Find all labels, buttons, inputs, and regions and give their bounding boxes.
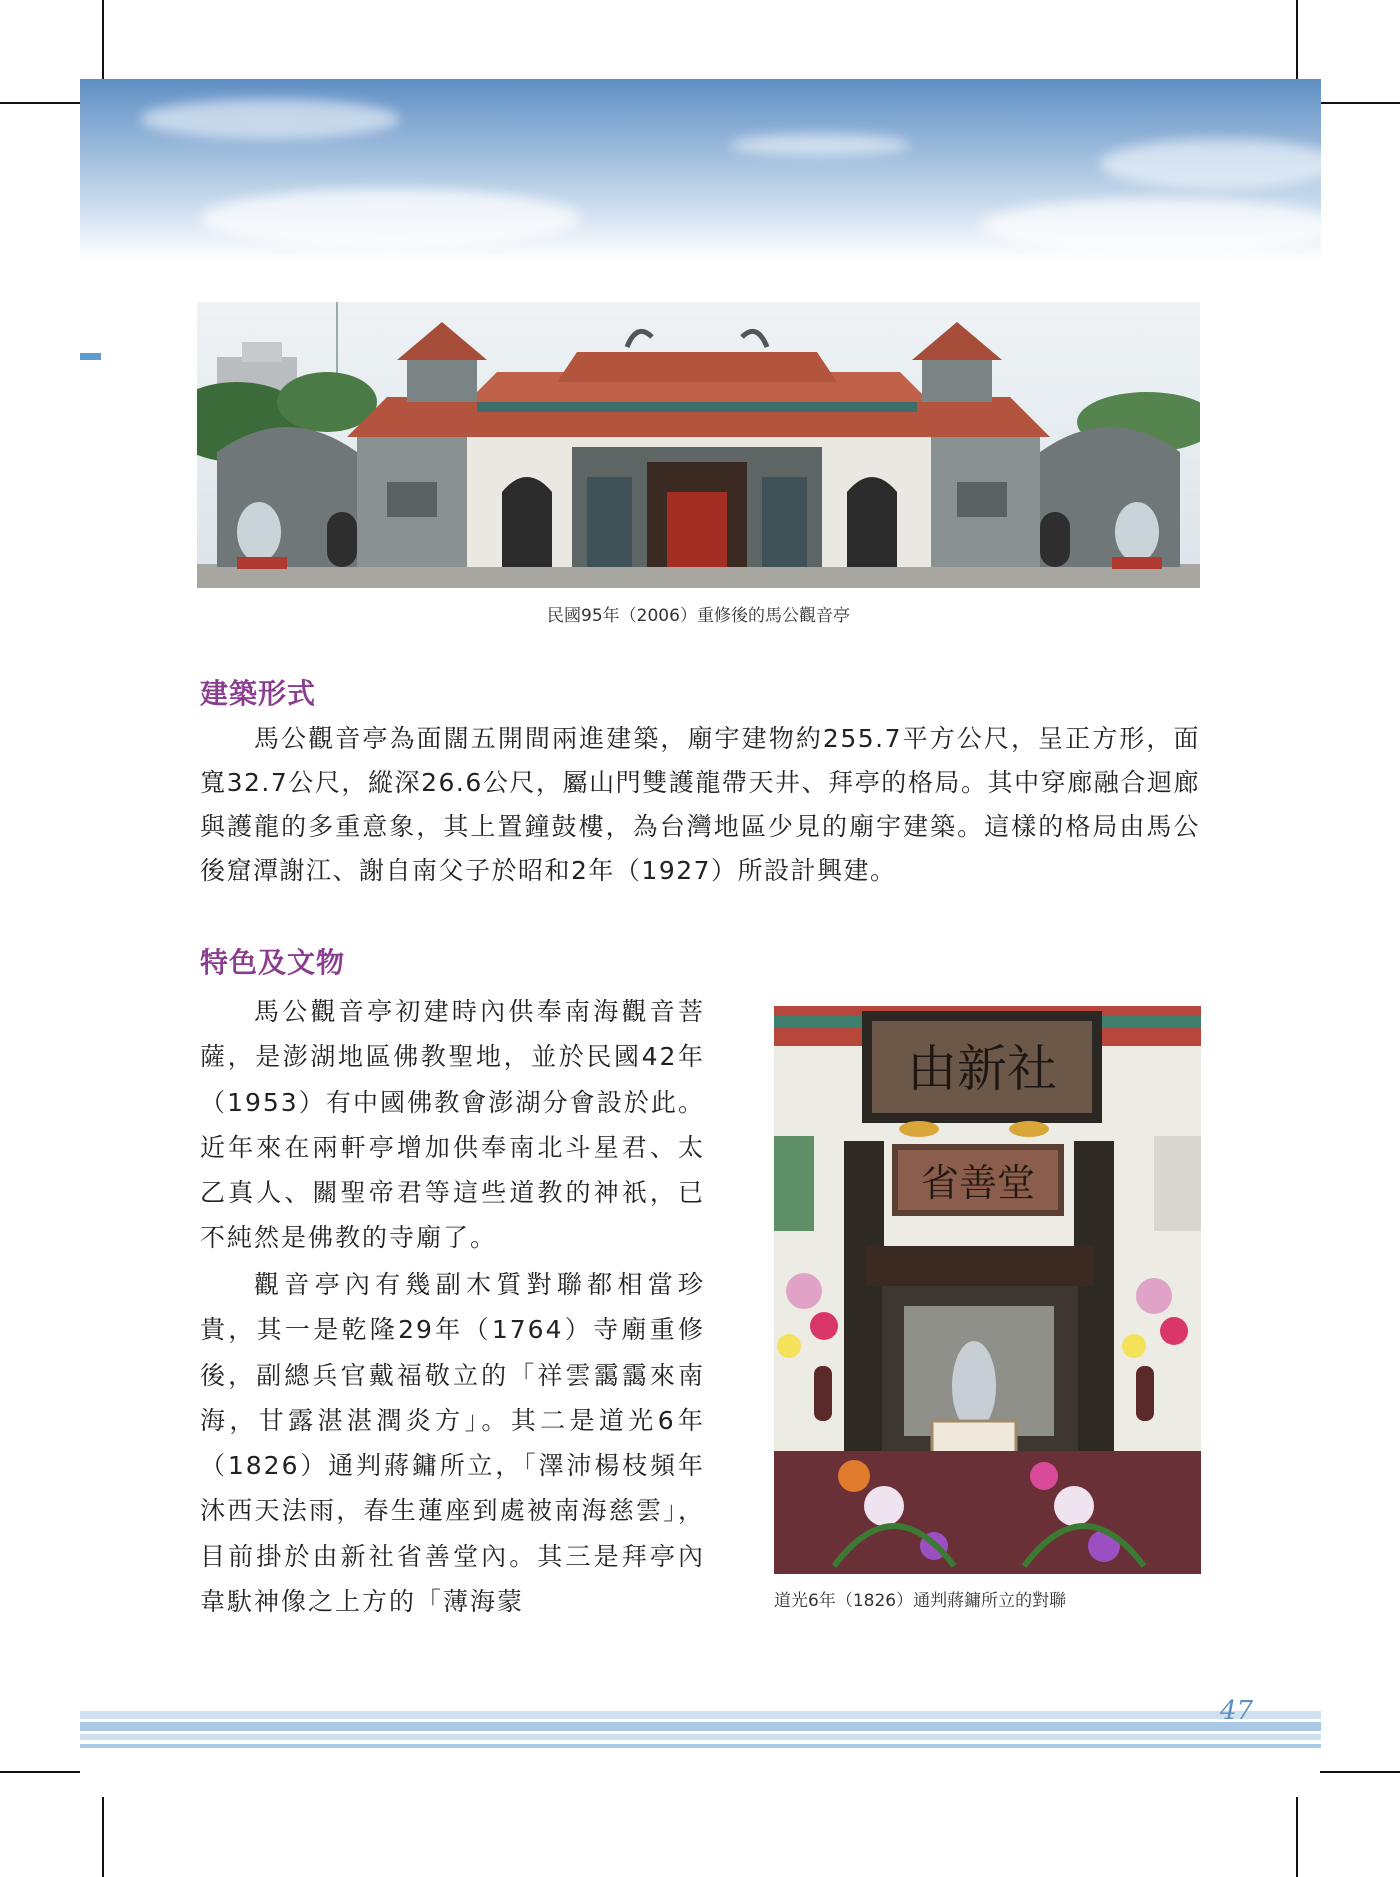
paragraph-features-1: 馬公觀音亭初建時內供奉南海觀音菩薩，是澎湖地區佛教聖地，並於民國42年（1953）有中國佛教會澎湖分會設於此。近年來在兩軒亭增加供奉南北斗星君、太乙真人、關聖帝君等這些道教的神祇，已不純然是佛教的寺廟了。 xyxy=(200,997,705,1253)
page-number: 47 xyxy=(1220,1696,1254,1726)
crop-mark xyxy=(102,1797,104,1877)
crop-mark xyxy=(1320,102,1400,104)
photo-caption: 民國95年（2006）重修後的馬公觀音亭 xyxy=(547,606,850,626)
paragraph-architecture: 馬公觀音亭為面闊五開間兩進建築，廟宇建物約255.7平方公尺，呈正方形，面寬32.7公尺，縱深26.6公尺，屬山門雙護龍帶天井、拜亭的格局。其中穿廊融合迴廊與護龍的多重意象，其上置鐘鼓樓，為台灣地區少見的廟宇建築。這樣的格局由馬公後窟潭謝江、謝自南父子於昭和2年（1927）所設計興建。 xyxy=(200,724,1200,885)
crop-mark xyxy=(0,1771,80,1773)
crop-mark xyxy=(0,102,80,104)
footer-stripe xyxy=(80,1734,1321,1740)
section-heading-architecture: 建築形式 xyxy=(200,677,317,710)
photo-caption-couplet: 道光6年（1826）通判蔣鏞所立的對聯 xyxy=(774,1591,1067,1611)
footer-stripe xyxy=(80,1722,1321,1731)
sky-banner xyxy=(80,79,1321,261)
crop-mark xyxy=(102,0,104,80)
plaque-upper-text: 由新社 xyxy=(907,1040,1057,1098)
temple-photo xyxy=(197,302,1200,588)
crop-mark xyxy=(1296,1797,1298,1877)
crop-mark xyxy=(1320,1771,1400,1773)
footer-stripe xyxy=(80,1744,1321,1748)
plaque-lower-text: 省善堂 xyxy=(920,1161,1036,1205)
couplet-photo xyxy=(774,1006,1201,1574)
footer-stripe xyxy=(80,1711,1321,1719)
side-accent-bar xyxy=(80,353,101,360)
section-heading-features: 特色及文物 xyxy=(200,946,346,979)
crop-mark xyxy=(1296,0,1298,80)
paragraph-features-2: 觀音亭內有幾副木質對聯都相當珍貴，其一是乾隆29年（1764）寺廟重修後，副總兵官戴福敬立的「祥雲靄靄來南海，甘露湛湛潤炎方」。其二是道光6年（1826）通判蔣鏞所立，「澤沛楊枝頻年沐西天法雨，春生蓮座到處被南海慈雲」，目前掛於由新社省善堂內。其三是拜亭內韋馱神像之上方的「薄海蒙 xyxy=(200,1270,705,1617)
